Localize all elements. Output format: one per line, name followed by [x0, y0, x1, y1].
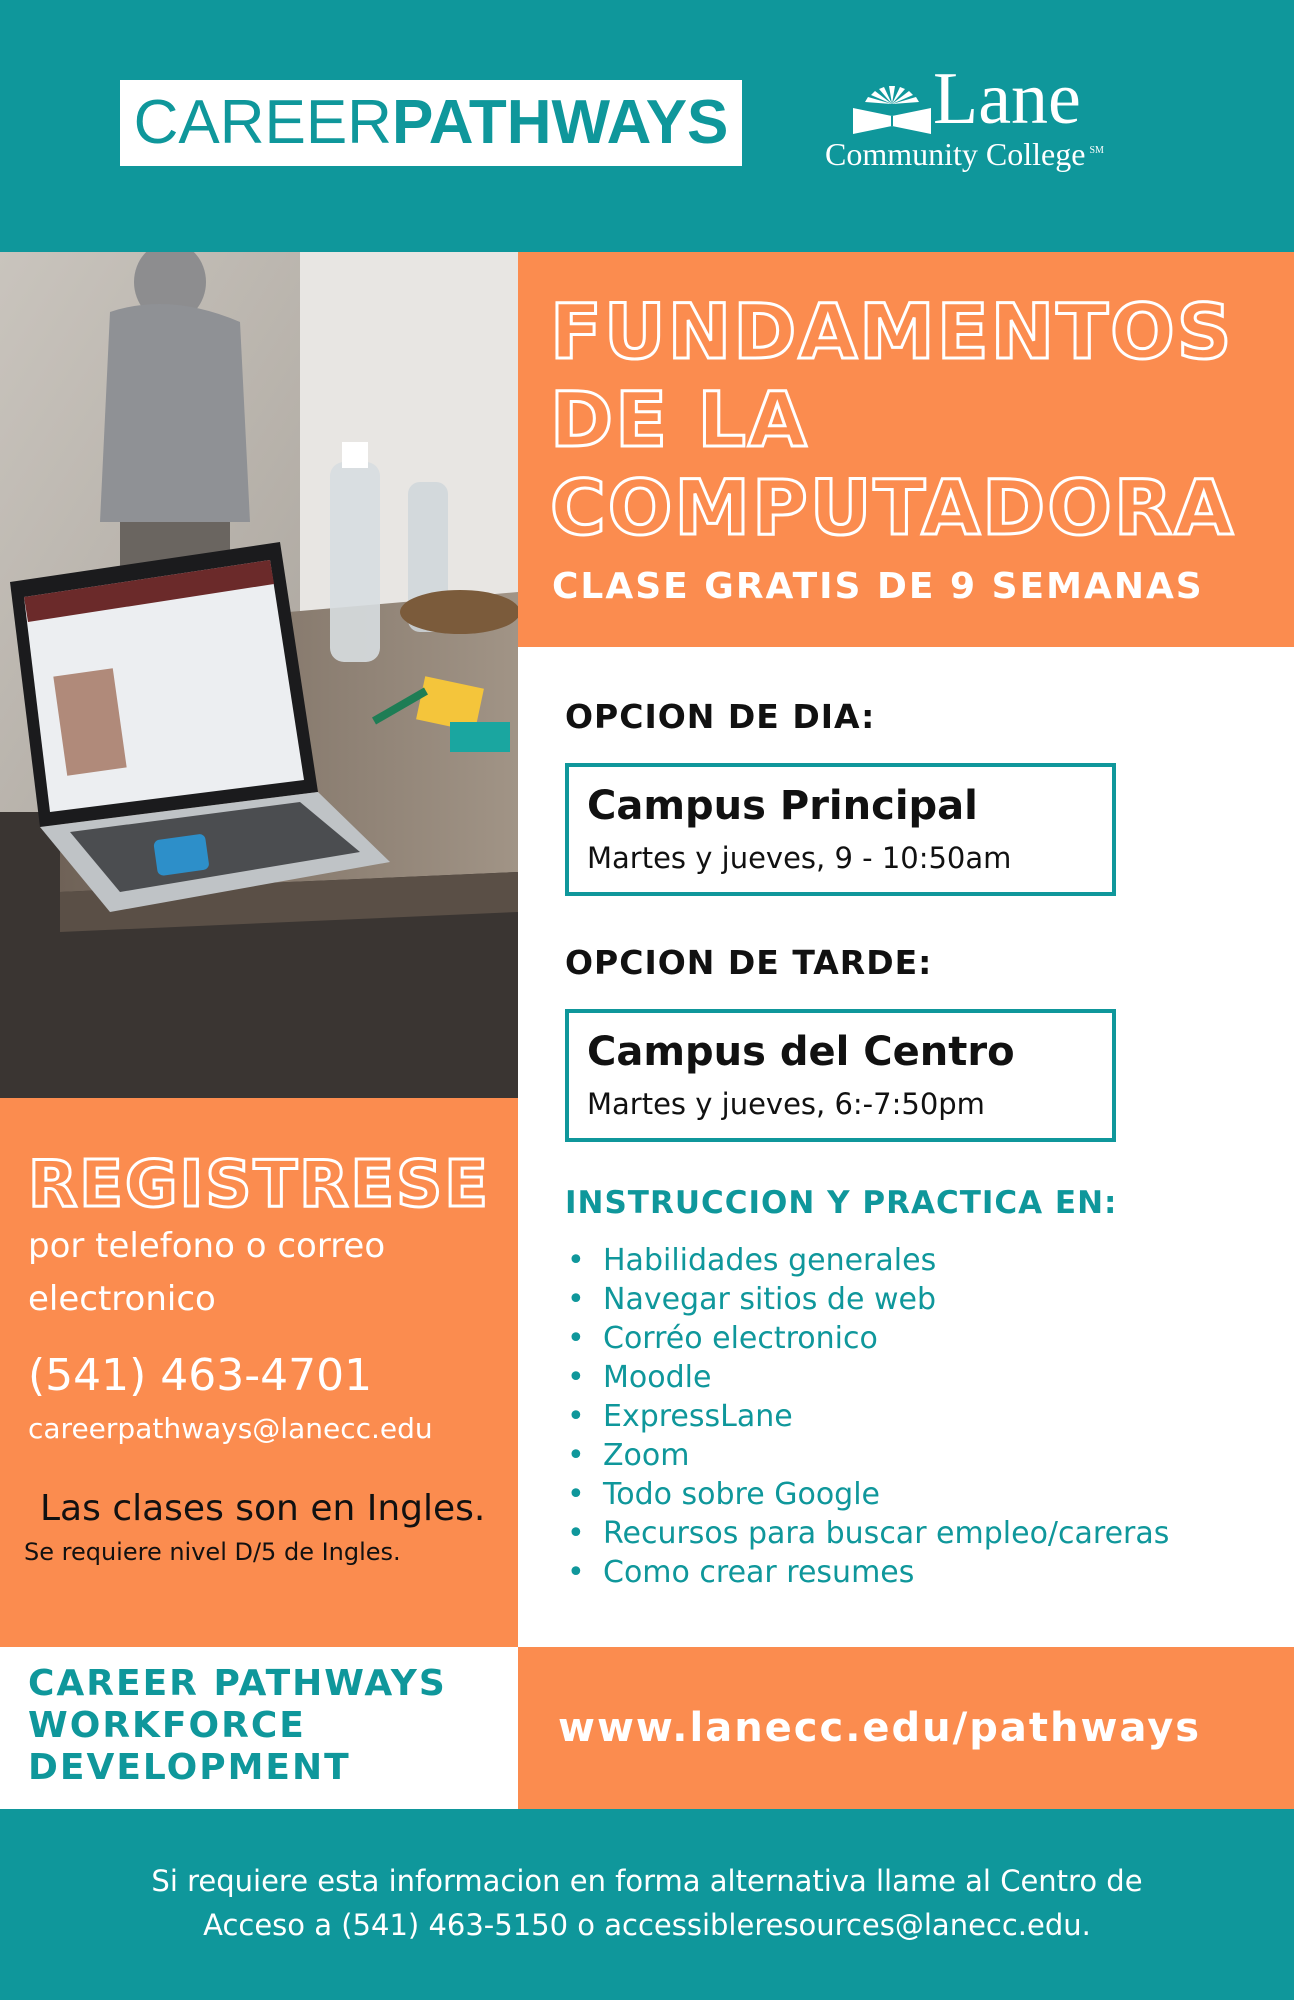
- day-campus-time: Martes y jueves, 9 - 10:50am: [587, 841, 1012, 875]
- evening-campus-name: Campus del Centro: [587, 1029, 1015, 1075]
- laptop-desk-illustration: [0, 252, 518, 1098]
- community-college-text: [825, 138, 1104, 170]
- register-block: [0, 1098, 518, 1647]
- website-link[interactable]: www.lanecc.edu/pathways: [558, 1705, 1202, 1751]
- header-band: [0, 0, 1294, 252]
- list-item: • Zoom: [565, 1436, 1169, 1475]
- list-item: • Todo sobre Google: [565, 1475, 1169, 1514]
- course-subtitle: CLASE GRATIS DE 9 SEMANAS: [552, 566, 1204, 607]
- career-pathways-logo: [120, 80, 742, 166]
- evening-campus-time: Martes y jueves, 6:-7:50pm: [587, 1087, 985, 1121]
- accessibility-text: [40, 1859, 1254, 1947]
- title-line-1: FUNDAMENTOS: [550, 287, 1234, 376]
- service-mark: SM: [1089, 145, 1104, 157]
- logo-pathways-text: PATHWAYS: [391, 88, 729, 157]
- level-requirement-note: Se requiere nivel D/5 de Ingles.: [24, 1538, 401, 1566]
- title-line-3: COMPUTADORA: [550, 463, 1236, 552]
- list-item: • Corréo electronico: [565, 1319, 1169, 1358]
- program-name-block: [0, 1647, 518, 1809]
- program-line-2: WORKFORCE: [28, 1705, 306, 1746]
- evening-campus-box: [565, 1009, 1116, 1142]
- list-item: • Habilidades generales: [565, 1241, 1169, 1280]
- website-block: [518, 1647, 1294, 1809]
- list-item: • ExpressLane: [565, 1397, 1169, 1436]
- register-phone-link[interactable]: (541) 463-4701: [28, 1350, 373, 1401]
- topic-list: [565, 1241, 1169, 1592]
- evening-option-label: OPCION DE TARDE:: [565, 943, 933, 982]
- day-campus-box: [565, 763, 1116, 896]
- footer-line-1: Si requiere esta informacion en forma alternativa llame al Centro de: [151, 1864, 1143, 1898]
- schedule-info: [518, 647, 1294, 1647]
- lane-college-logo: [825, 58, 1145, 182]
- logo-career-text: CAREER: [133, 88, 392, 157]
- sunrise-book-icon: [853, 82, 931, 134]
- day-campus-name: Campus Principal: [587, 783, 978, 829]
- day-option-label: OPCION DE DIA:: [565, 697, 876, 736]
- laptop-photo: [0, 252, 518, 1098]
- lane-wordmark: Lane: [933, 58, 1081, 140]
- instruction-title: INSTRUCCION Y PRACTICA EN:: [565, 1185, 1118, 1221]
- list-item: • Navegar sitios de web: [565, 1280, 1169, 1319]
- footer-line-2: Acceso a (541) 463-5150 o accessibleresources@lanecc.edu.: [203, 1908, 1091, 1942]
- language-note: Las clases son en Ingles.: [40, 1488, 486, 1529]
- program-line-1: CAREER PATHWAYS: [28, 1663, 447, 1704]
- list-item: • Como crear resumes: [565, 1553, 1169, 1592]
- list-item: • Recursos para buscar empleo/careras: [565, 1514, 1169, 1553]
- program-line-3: DEVELOPMENT: [28, 1747, 351, 1788]
- accessibility-footer: [0, 1809, 1294, 2000]
- list-item: • Moodle: [565, 1358, 1169, 1397]
- program-name: [28, 1663, 447, 1789]
- community-college-label: Community College: [825, 136, 1086, 172]
- title-line-2: DE LA: [550, 375, 809, 464]
- register-subtitle: por telefono o correo electronico: [28, 1226, 386, 1319]
- register-email-link[interactable]: careerpathways@lanecc.edu: [28, 1412, 433, 1445]
- register-title: REGISTRESE: [28, 1148, 490, 1222]
- course-title: [550, 288, 1235, 552]
- course-title-block: [518, 252, 1294, 647]
